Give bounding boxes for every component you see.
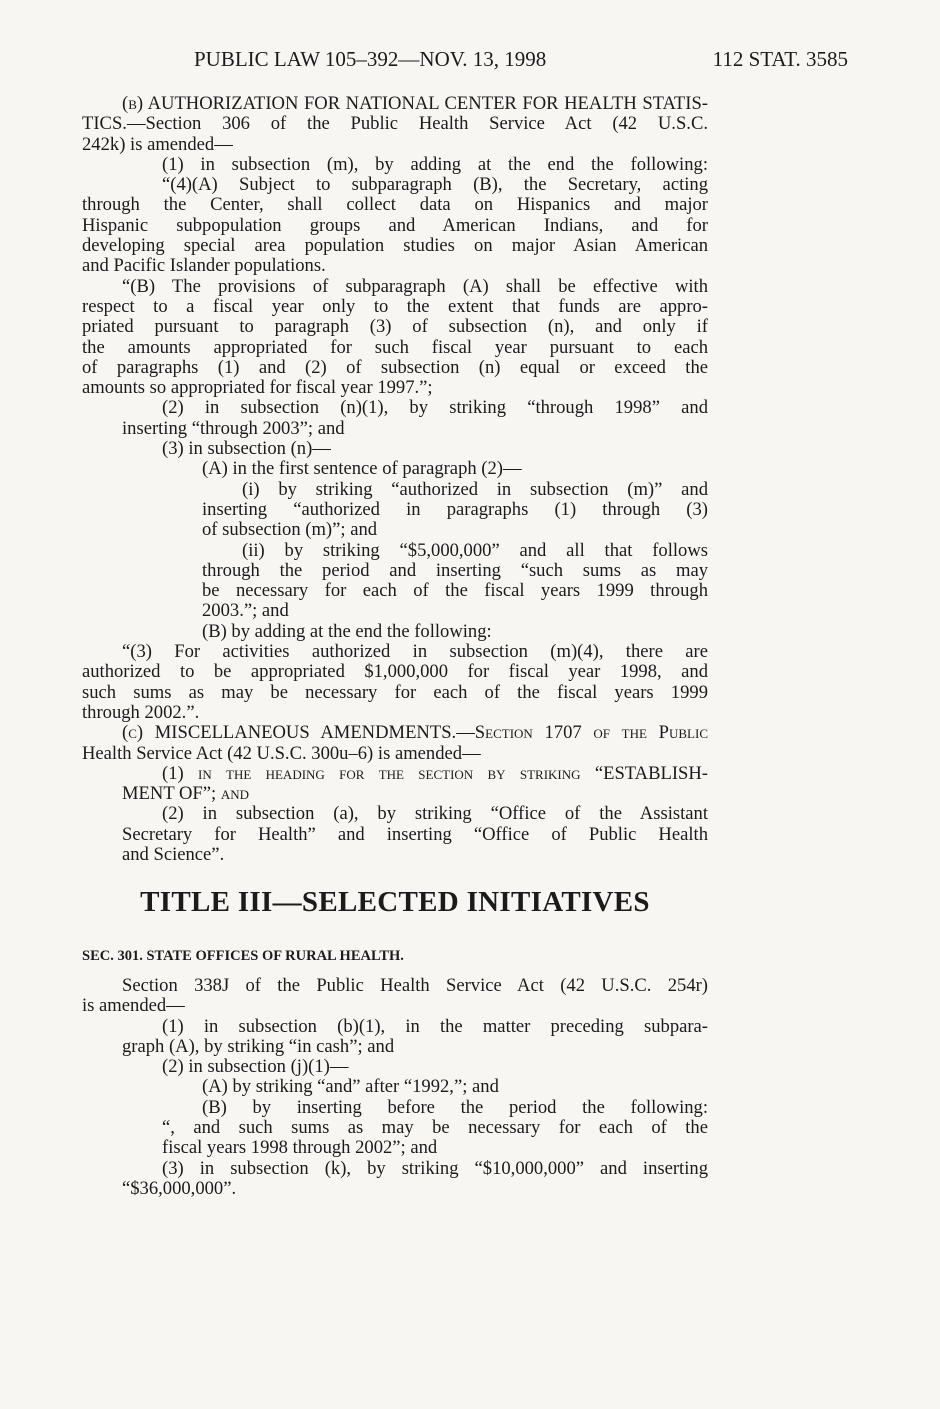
text-line: is amended— — [82, 996, 185, 1017]
text-line: and Pacific Islander populations. — [82, 256, 326, 277]
text-line: “$36,000,000”. — [122, 1178, 237, 1199]
text-line: developing special area population studies on major Asian American — [82, 236, 708, 257]
text-line: (3) in subsection (k), by striking “$10,000,000” and inserting — [162, 1158, 708, 1179]
text-line: through the Center, shall collect data on Hispanics and major — [82, 195, 708, 216]
text-line: (1) in subsection (m), by adding at the end the following: — [162, 154, 708, 175]
public-law-citation: PUBLIC LAW 105–392—NOV. 13, 1998 — [194, 47, 547, 71]
text-line: 242k) is amended— — [82, 134, 233, 155]
text-line: be necessary for each of the fiscal years 1999 through — [202, 581, 708, 602]
text-line: “, and such sums as may be necessary for each of the — [162, 1118, 708, 1139]
text-line: through the period and inserting “such sums as may — [202, 560, 708, 581]
text-line: (ii) by striking “$5,000,000” and all that follows — [242, 540, 708, 561]
text-line: (2) in subsection (n)(1), by striking “through 1998” and — [162, 398, 708, 419]
text-line: Secretary for Health” and inserting “Office of Public Health — [122, 824, 708, 845]
text-line: such sums as may be necessary for each of the fiscal years 1999 — [82, 682, 708, 703]
text-line: (B) by inserting before the period the following: — [202, 1097, 708, 1118]
section-b-c-text-block — [82, 94, 708, 865]
text-line: and Science”. — [122, 844, 225, 865]
running-header — [0, 44, 940, 74]
text-line: inserting “authorized in paragraphs (1) through (3) — [202, 499, 708, 520]
text-line: (b) AUTHORIZATION FOR NATIONAL CENTER FOR HEALTH STATIS- — [122, 94, 708, 114]
text-line: “(4)(A) Subject to subparagraph (B), the Secretary, acting — [162, 175, 708, 196]
text-line: 2003.”; and — [202, 601, 289, 622]
text-line: Health Service Act (42 U.S.C. 300u–6) is amended— — [82, 743, 481, 764]
text-line: (c) MISCELLANEOUS AMENDMENTS.—Section 1707 of the Public — [122, 723, 708, 744]
text-line: inserting “through 2003”; and — [122, 418, 345, 439]
text-line: TICS.—Section 306 of the Public Health Service Act (42 U.S.C. — [82, 114, 708, 135]
text-line: (i) by striking “authorized in subsection (m)” and — [242, 479, 708, 500]
statute-page-number: 112 STAT. 3585 — [712, 47, 848, 71]
text-line: (2) in subsection (a), by striking “Office of the Assistant — [162, 804, 708, 825]
text-line: authorized to be appropriated $1,000,000 for fiscal year 1998, and — [82, 662, 708, 683]
text-line: graph (A), by striking “in cash”; and — [122, 1036, 395, 1057]
text-line: amounts so appropriated for fiscal year 1997.”; — [82, 378, 433, 399]
text-line: (3) in subsection (n)— — [162, 439, 331, 460]
text-line: respect to a fiscal year only to the extent that funds are appro- — [82, 296, 708, 317]
text-line: (A) in the first sentence of paragraph (2)— — [202, 459, 522, 480]
text-line: of subsection (m)”; and — [202, 520, 378, 541]
section-heading: SEC. 301. STATE OFFICES OF RURAL HEALTH. — [82, 948, 404, 964]
text-line: (1) in the heading for the section by striking “ESTABLISH- — [162, 763, 708, 784]
section-301-text-block — [82, 976, 708, 1199]
title-heading: TITLE III—SELECTED INITIATIVES — [140, 886, 650, 918]
text-line: of paragraphs (1) and (2) of subsection (n) equal or exceed the — [82, 357, 708, 378]
text-line: “(B) The provisions of subparagraph (A) shall be effective with — [122, 276, 708, 297]
text-line: the amounts appropriated for such fiscal year pursuant to each — [82, 337, 708, 358]
text-line: (2) in subsection (j)(1)— — [162, 1057, 349, 1078]
text-line: “(3) For activities authorized in subsection (m)(4), there are — [122, 642, 708, 663]
text-line: (B) by adding at the end the following: — [202, 621, 492, 642]
text-line: (A) by striking “and” after “1992,”; and — [202, 1077, 499, 1098]
text-line: (1) in subsection (b)(1), in the matter preceding subpara- — [162, 1016, 708, 1037]
text-line: Section 338J of the Public Health Service Act (42 U.S.C. 254r) — [122, 976, 708, 996]
text-line: MENT OF”; and — [122, 784, 249, 805]
text-line: through 2002.”. — [82, 702, 200, 723]
text-line: fiscal years 1998 through 2002”; and — [162, 1138, 438, 1159]
text-line: priated pursuant to paragraph (3) of subsection (n), and only if — [82, 317, 708, 338]
text-line: Hispanic subpopulation groups and American Indians, and for — [82, 215, 708, 236]
